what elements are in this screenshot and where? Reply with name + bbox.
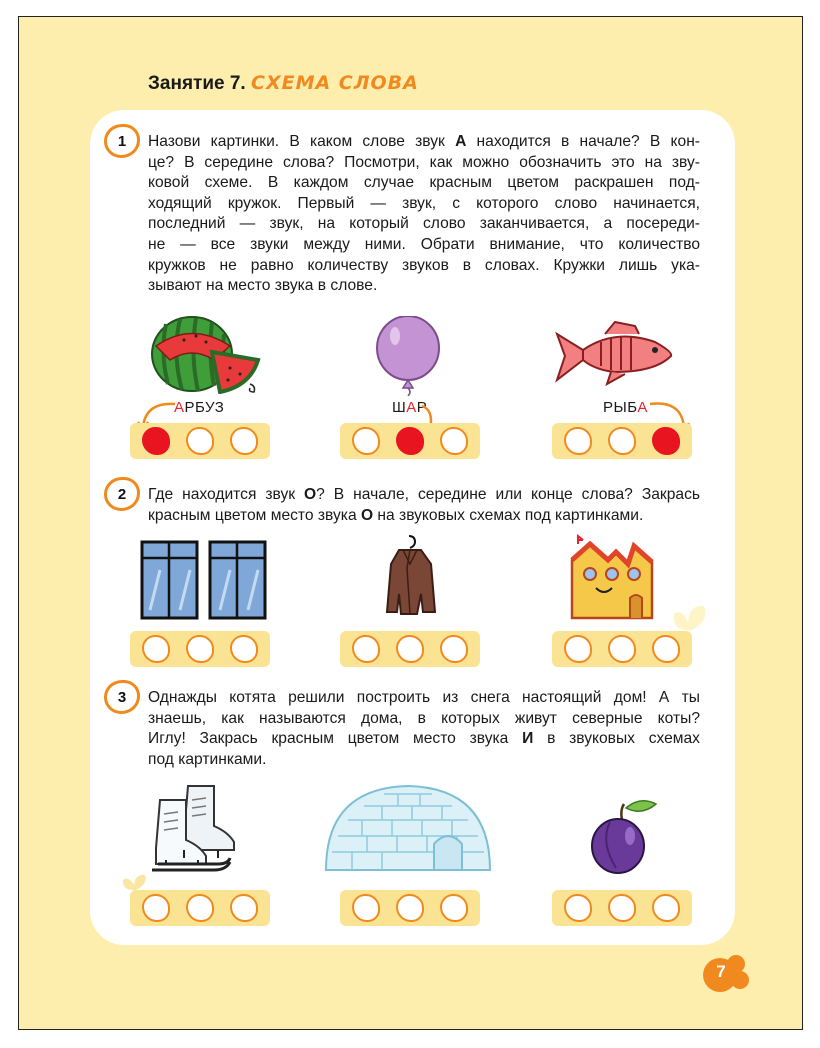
scheme-circle: [440, 894, 468, 922]
highlighted-sound: О: [304, 486, 317, 503]
highlighted-sound: И: [522, 730, 534, 748]
task-text-line: [148, 485, 700, 506]
task-text-line: [148, 173, 700, 194]
sound-scheme-okno: [130, 631, 270, 667]
task-3-text: [148, 688, 700, 770]
scheme-circle: [564, 894, 592, 922]
task-text-line: [148, 153, 700, 174]
scheme-circle: [352, 427, 380, 455]
text-segment: знаешь, как называются дома, в которых живут северные коты?: [148, 709, 700, 727]
sound-scheme-iglu: [340, 890, 480, 926]
scheme-circle: [186, 635, 214, 663]
scheme-circle: [652, 635, 680, 663]
task-text-line: [148, 276, 700, 297]
text-segment: не — все звуки между ними. Обрати внимание, что количество: [148, 235, 700, 253]
scheme-circle: [440, 427, 468, 455]
page-number-label: 7: [716, 962, 726, 981]
fish-icon: [555, 320, 680, 390]
scheme-circle: [396, 635, 424, 663]
task-text-line: [148, 750, 700, 771]
scheme-circle: [230, 427, 258, 455]
highlighted-sound: О: [360, 506, 374, 524]
sound-scheme-palto: [340, 631, 480, 667]
text-segment: зывают на место звука в слове.: [148, 277, 378, 295]
lesson-title: СХЕМА СЛОВА: [251, 72, 419, 94]
task-text-line: [148, 214, 700, 235]
page-title: [148, 72, 419, 95]
skates-icon: [148, 782, 243, 877]
text-segment: ? В начале, середине или конце слова? Закрась: [316, 486, 700, 503]
text-segment: Однажды котята решили построить из снега настоящий дом! А ты: [148, 689, 700, 706]
sound-scheme-ryba: [552, 423, 692, 459]
text-segment: находится в начале? В кон-: [466, 133, 700, 150]
highlighted-sound: А: [455, 133, 467, 150]
text-segment: красным цветом место звука: [148, 506, 361, 524]
scheme-circle: [564, 635, 592, 663]
task-number-3: 3: [104, 680, 140, 714]
scheme-circle: [396, 894, 424, 922]
text-segment: кружков не равно количеству звуков в словах. Кружки лишь ука-: [148, 256, 700, 274]
word-shar: ШАР: [392, 399, 428, 416]
scheme-circle: [608, 427, 636, 455]
task-text-line: [148, 506, 700, 527]
plum-icon: [588, 798, 663, 878]
text-segment: в звуковых схемах: [533, 730, 700, 748]
text-segment: Назови картинки. В каком слове звук: [148, 133, 456, 150]
task-text-line: [148, 729, 700, 750]
task-text-line: [148, 709, 700, 730]
text-segment: на звуковых схемах под картинками.: [373, 506, 644, 524]
balloon-icon: [375, 316, 445, 396]
word-arbuz: АРБУЗ: [174, 399, 225, 416]
scheme-circle: [396, 427, 424, 455]
sound-scheme-sliva: [552, 890, 692, 926]
task-text-line: [148, 688, 700, 709]
scheme-circle: [352, 894, 380, 922]
scheme-circle: [440, 635, 468, 663]
word-ryba: РЫБА: [603, 399, 648, 416]
window-icon: [140, 540, 270, 622]
scheme-circle: [564, 427, 592, 455]
scheme-circle: [608, 635, 636, 663]
lesson-prefix: Занятие 7.: [148, 73, 246, 94]
text-segment: Иглу! Закрась красным цветом место звука: [148, 730, 523, 748]
text-segment: Где находится звук: [148, 486, 305, 503]
text-segment: ходящий кружок. Первый — звук, с которого слово начинается,: [148, 194, 700, 212]
task-text-line: [148, 132, 700, 153]
text-segment: ковой схеме. В каждом случае красным цветом раскрашен под-: [148, 174, 700, 192]
sound-scheme-shar: [340, 423, 480, 459]
task-1-text: [148, 132, 700, 297]
coat-icon: [385, 534, 437, 616]
house-icon: [568, 534, 663, 622]
scheme-circle: [186, 894, 214, 922]
scheme-circle: [230, 635, 258, 663]
scheme-circle: [142, 894, 170, 922]
task-text-line: [148, 194, 700, 215]
scheme-circle: [352, 635, 380, 663]
sound-scheme-dom: [552, 631, 692, 667]
task-number-2: 2: [104, 477, 140, 511]
text-segment: под картинками.: [148, 750, 267, 768]
scheme-circle: [186, 427, 214, 455]
sound-scheme-arbuz: [130, 423, 270, 459]
scheme-circle: [652, 427, 680, 455]
text-segment: последний — звук, на который слово заканчивается, а посереди-: [148, 215, 700, 233]
task-2-text: [148, 485, 700, 526]
task-text-line: [148, 235, 700, 256]
igloo-icon: [322, 782, 494, 874]
sound-scheme-konki: [130, 890, 270, 926]
task-number-1: 1: [104, 124, 140, 158]
scheme-circle: [142, 635, 170, 663]
task-text-line: [148, 256, 700, 277]
watermelon-icon: [150, 316, 265, 394]
text-segment: це? В середине слова? Посмотри, как можно обозначить это на зву-: [148, 153, 700, 171]
scheme-circle: [142, 427, 170, 455]
scheme-circle: [608, 894, 636, 922]
scheme-circle: [230, 894, 258, 922]
page-number: [700, 950, 750, 996]
scheme-circle: [652, 894, 680, 922]
